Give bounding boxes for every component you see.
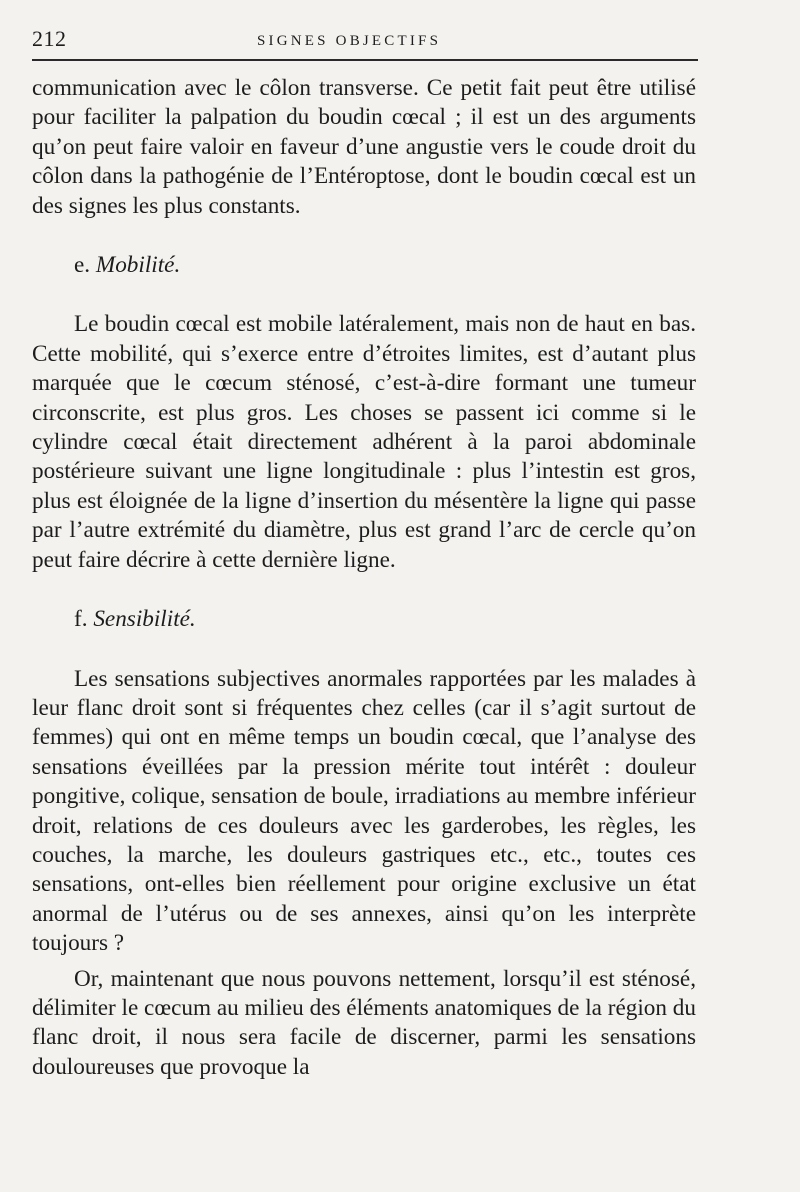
paragraph-or-maintenant: Or, maintenant que nous pouvons nettement, lorsqu’il est sténosé, délimiter le cœcum au milieu des éléments anatomiques de la région du flanc droit, il nous sera facile de discerner, parmi les sensations douloureuses que provoque la bbox=[32, 965, 696, 1080]
section-title: Sensibilité. bbox=[93, 606, 196, 633]
section-heading-sensibilite bbox=[32, 605, 696, 634]
section-letter: e. bbox=[74, 252, 91, 279]
paragraph-continuation: communication avec le côlon transverse. Ce petit fait peut être utilisé pour faciliter la palpation du boudin cœcal ; il est un des arguments qu’on peut faire valoir en faveur d’une angustie vers le coude droit du côlon dans la pathogénie de l’Entéroptose, dont le boudin cœcal est un des signes les plus constants. bbox=[32, 75, 696, 219]
header-rule bbox=[32, 59, 698, 61]
section-letter: f. bbox=[74, 606, 88, 633]
paragraph-mobilite: Le boudin cœcal est mobile latéralement, mais non de haut en bas. Cette mobilité, qui s’exerce entre d’étroites limites, est d’autant plus marquée que le cœcum sténosé, c’est-à-dire formant une tumeur circonscrite, est plus gros. Les choses se passent ici comme si le cylindre cœcal était directement adhérent à la paroi abdominale postérieure suivant une ligne longitudinale : plus l’intestin est gros, plus est éloignée de la ligne d’insertion du mésentère la ligne qui passe par l’autre extrémité du diamètre, plus est grand l’arc de cercle qu’on peut faire décrire à cette dernière ligne. bbox=[32, 311, 696, 573]
page-header bbox=[32, 26, 696, 60]
running-title: SIGNES OBJECTIFS bbox=[257, 33, 442, 49]
paragraph-sensibilite: Les sensations subjectives anormales rapportées par les malades à leur flanc droit sont si fréquentes chez celles (car il s’agit surtout de femmes) qui ont en même temps un boudin cœcal, que l’analyse des sensations éveillées par la pression mérite tout intérêt : douleur pongitive, colique, sensation de boule, irradiations au membre inférieur droit, relations de ces douleurs avec les garderobes, les règles, les couches, la marche, les douleurs gastriques etc., etc., toutes ces sensations, ont-elles bien réellement pour origine exclusive un état anormal de l’utérus ou de ses annexes, ainsi qu’on les interprète toujours ? bbox=[32, 665, 696, 957]
body-text bbox=[32, 74, 696, 1082]
section-title: Mobilité. bbox=[95, 252, 181, 279]
page-number: 212 bbox=[32, 26, 67, 51]
section-heading-mobilite bbox=[32, 251, 696, 280]
